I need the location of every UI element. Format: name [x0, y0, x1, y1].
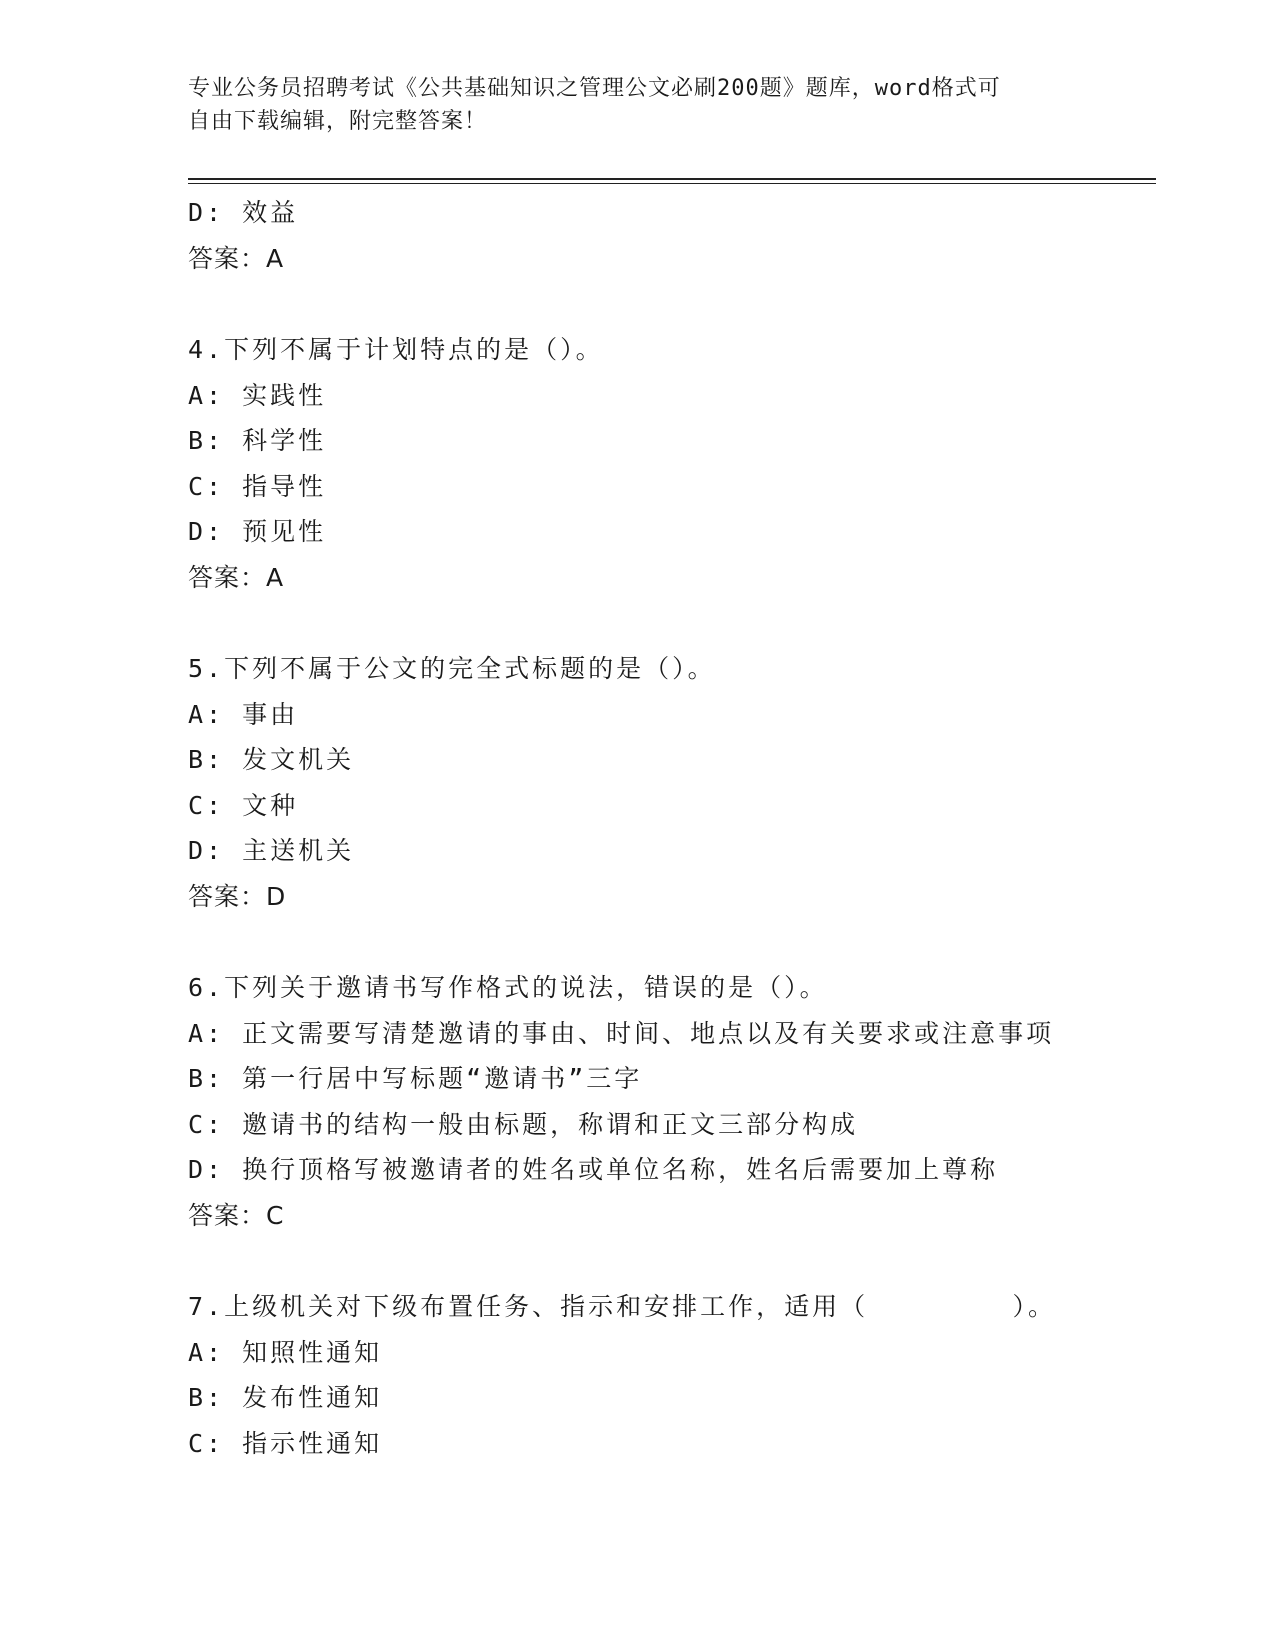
- q5-text: 5.下列不属于公文的完全式标题的是（）。: [188, 654, 716, 683]
- q4-option-b: B: 科学性: [188, 426, 327, 455]
- question-6: [188, 965, 1156, 1238]
- q6-answer: 答案：C: [188, 1200, 285, 1230]
- spacer: [188, 919, 1156, 965]
- q5-option-c: C: 文种: [188, 790, 299, 820]
- q4-option-c: C: 指导性: [188, 471, 327, 501]
- q7-option-a: A: 知照性通知: [188, 1337, 383, 1367]
- q6-option-a: A: 正文需要写清楚邀请的事由、时间、地点以及有关要求或注意事项: [188, 1018, 1055, 1048]
- q6-option-c: C: 邀请书的结构一般由标题，称谓和正文三部分构成: [188, 1109, 859, 1139]
- q5-option-d: D: 主送机关: [188, 836, 355, 865]
- header-line-2: 自由下载编辑，附完整答案！: [188, 109, 488, 134]
- q4-option-d: D: 预见性: [188, 517, 327, 546]
- question-4: [188, 327, 1156, 600]
- q6-text: 6.下列关于邀请书写作格式的说法，错误的是（）。: [188, 973, 828, 1002]
- q7-option-c: C: 指示性通知: [188, 1428, 383, 1458]
- q3-option-d: D: 效益: [188, 198, 299, 227]
- q4-answer: 答案：A: [188, 562, 285, 592]
- spacer: [188, 281, 1156, 327]
- q5-option-b: B: 发文机关: [188, 745, 355, 774]
- document-header: [188, 72, 1088, 138]
- question-7: [188, 1284, 1156, 1466]
- spacer: [188, 600, 1156, 646]
- q5-answer: 答案：D: [188, 881, 287, 911]
- q4-option-a: A: 实践性: [188, 380, 327, 410]
- header-divider-thin: [188, 183, 1156, 184]
- q5-option-a: A: 事由: [188, 699, 299, 729]
- q7-option-b: B: 发布性通知: [188, 1383, 383, 1412]
- q7-text: 7.上级机关对下级布置任务、指示和安排工作，适用（ ）。: [188, 1292, 1057, 1321]
- spacer: [188, 1238, 1156, 1284]
- header-divider-thick: [188, 178, 1156, 180]
- q6-option-d: D: 换行顶格写被邀请者的姓名或单位名称，姓名后需要加上尊称: [188, 1155, 999, 1184]
- q6-option-b: B: 第一行居中写标题“邀请书”三字: [188, 1064, 643, 1093]
- header-line-1: 专业公务员招聘考试《公共基础知识之管理公文必刷200题》题库，word格式可: [188, 76, 1001, 101]
- question-5: [188, 646, 1156, 919]
- question-3-tail: [188, 190, 1156, 281]
- q4-text: 4.下列不属于计划特点的是（）。: [188, 335, 604, 364]
- q3-answer: 答案：A: [188, 243, 285, 273]
- document-body: [188, 190, 1156, 1466]
